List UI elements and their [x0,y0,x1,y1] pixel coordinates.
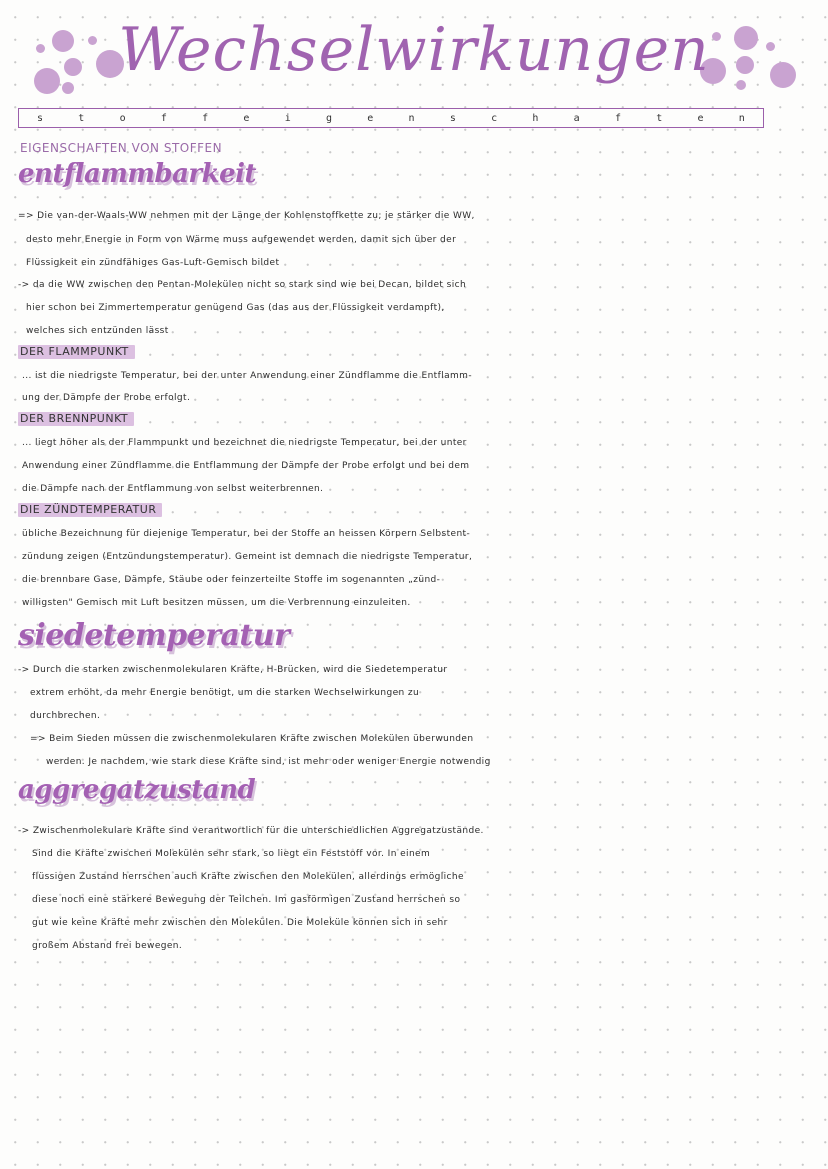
banner-letter: s [37,112,44,124]
label-zuendtemperatur: DIE ZÜNDTEMPERATUR [18,503,162,517]
banner-letter: t [656,112,663,124]
text-line: -> Zwischenmolekulare Kräfte sind verantwortlich für die unterschiedlichen Aggregatzustände. [18,826,484,836]
banner-letter: n [408,112,415,124]
label-brennpunkt: DER BRENNPUNKT [18,412,134,426]
text-line: durchbrechen. [30,711,101,721]
banner-letter: g [325,112,332,124]
heading-aggregatzustand: aggregatzustand [18,775,256,805]
text-line: die Dämpfe nach der Entflammung von selbst weiterbrennen. [22,484,324,494]
text-line: desto mehr Energie in Form von Wärme muss aufgewendet werden, damit sich über der [26,235,457,245]
banner-letter: a [573,112,580,124]
banner-letter: t [78,112,85,124]
text-line: die brennbare Gase, Dämpfe, Stäube oder feinzerteilte Stoffe im sogenannten „zünd- [22,575,441,585]
page-title: Wechselwirkungen [118,15,710,85]
banner-letter: e [697,112,704,124]
banner-letter: e [367,112,374,124]
text-line: übliche Bezeichnung für diejenige Temperatur, bei der Stoffe an heissen Körpern Selbstent- [22,529,471,539]
banner-letter: o [119,112,126,124]
text-line: ung der Dämpfe der Probe erfolgt. [22,393,191,403]
banner-letter: i [284,112,291,124]
banner-letter: s [449,112,456,124]
subtitle-banner [18,108,764,128]
text-line: ... liegt höher als der Flammpunkt und bezeichnet die niedrigste Temperatur, bei der unter [22,438,467,448]
section-label: EIGENSCHAFTEN VON STOFFEN [20,141,223,155]
banner-letter: c [491,112,498,124]
text-line: Flüssigkeit ein zündfähiges Gas-Luft-Gemisch bildet [26,258,280,268]
text-line: werden. Je nachdem, wie stark diese Kräfte sind, ist mehr oder weniger Energie notwendig [46,757,491,767]
text-line: => Beim Sieden müssen die zwischenmolekularen Kräfte zwischen Molekülen überwunden [30,734,474,744]
text-line: -> da die WW zwischen den Pentan-Molekülen nicht so stark sind wie bei Decan, bildet sich [18,280,467,290]
banner-letter: f [202,112,209,124]
banner-letter: e [243,112,250,124]
text-line: welches sich entzünden lässt [26,326,169,336]
text-line: gut wie keine Kräfte mehr zwischen den Molekülen. Die Moleküle können sich in sehr [32,918,448,928]
text-line: ... ist die niedrigste Temperatur, bei der unter Anwendung einer Zündflamme die Entflamm- [22,371,472,381]
text-line: extrem erhöht, da mehr Energie benötigt, um die starken Wechselwirkungen zu [30,688,420,698]
banner-letter: n [738,112,745,124]
text-line: willigsten" Gemisch mit Luft besitzen müssen, um die Verbrennung einzuleiten. [22,598,411,608]
banner-letter: f [160,112,167,124]
text-line: -> Durch die starken zwischenmolekularen Kräfte, H-Brücken, wird die Siedetemperatur [18,665,448,675]
label-flammpunkt: DER FLAMMPUNKT [18,345,135,359]
heading-entflammbarkeit: entflammbarkeit [18,159,257,189]
text-line: hier schon bei Zimmertemperatur genügend Gas (das aus der Flüssigkeit verdampft), [26,303,445,313]
banner-letter: h [532,112,539,124]
text-line: diese noch eine stärkere Bewegung der Teilchen. Im gasförmigen Zustand herrschen so [32,895,461,905]
text-line: flüssigen Zustand herrschen auch Kräfte zwischen den Molekülen, allerdings ermögliche [32,872,464,882]
text-line: Anwendung einer Zündflamme die Entflammung der Dämpfe der Probe erfolgt und bei dem [22,461,470,471]
heading-siedetemperatur: siedetemperatur [18,618,290,653]
text-line: großem Abstand frei bewegen. [32,941,183,951]
text-line: => Die van-der-Waals-WW nehmen mit der Länge der Kohlenstoffkette zu; je stärker die WW, [18,211,475,221]
text-line: Sind die Kräfte zwischen Molekülen sehr stark, so liegt ein Feststoff vor. In einem [32,849,431,859]
banner-letter: f [614,112,621,124]
text-line: zündung zeigen (Entzündungstemperatur). Gemeint ist demnach die niedrigste Temperatur, [22,552,473,562]
